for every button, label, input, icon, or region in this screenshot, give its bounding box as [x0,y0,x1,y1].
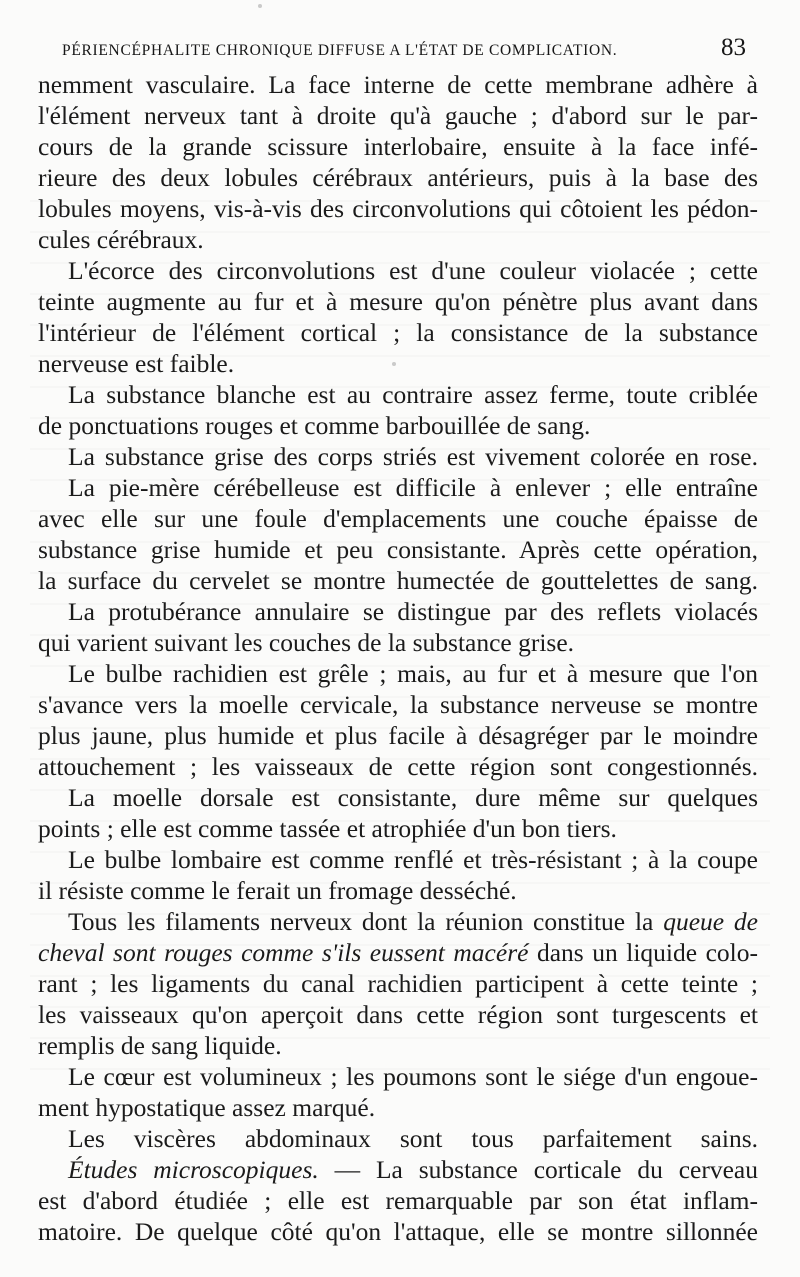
text-line: qui varient suivant les couches de la substance grise. [38,628,575,657]
text-line: points ; elle est comme tassée et atrophiée d'un bon tiers. [38,814,617,843]
text-line: il résiste comme le ferait un fromage desséché. [38,876,517,905]
text-line: l'élément nerveux tant à droite qu'à gauche ; d'abord sur le par- [38,101,758,130]
text-line: La substance blanche est au contraire assez ferme, toute criblée [68,380,758,409]
text-line: remplis de sang liquide. [38,1031,282,1060]
text-line: de ponctuations rouges et comme barbouillée de sang. [38,411,591,440]
text-line: les vaisseaux qu'on aperçoit dans cette région sont turgescents et [38,1000,758,1029]
text-line: rieure des deux lobules cérébraux antérieurs, puis à la base des [38,163,758,192]
page-number: 83 [721,34,746,61]
text-line: plus jaune, plus humide et plus facile à désagréger par le moindre [38,721,758,750]
italic-text: queue de [663,907,758,936]
text-line: L'écorce des circonvolutions est d'une couleur violacée ; cette [68,256,758,285]
text-line: teinte augmente au fur et à mesure qu'on pénètre plus avant dans [38,287,758,316]
text-line: La moelle dorsale est consistante, dure même sur quelques [68,783,758,812]
text-line: rant ; les ligaments du canal rachidien participent à cette teinte ; [38,969,758,998]
page-header [62,34,746,62]
text-line: Les viscères abdominaux sont tous parfaitement sains. [68,1124,758,1153]
text-line: La substance grise des corps striés est vivement colorée en rose. [68,442,758,471]
text-line: ment hypostatique assez marqué. [38,1093,376,1122]
running-head: PÉRIENCÉPHALITE CHRONIQUE DIFFUSE A L'ÉTAT DE COMPLICATION. [62,42,618,59]
body-text [38,69,758,1247]
text-line: substance grise humide et peu consistante. Après cette opération, [38,535,758,564]
text-line: Le bulbe rachidien est grêle ; mais, au fur et à mesure que l'on [68,659,758,688]
text-line: attouchement ; les vaisseaux de cette région sont congestionnés. [38,752,758,781]
text-line: la surface du cervelet se montre humectée de gouttelettes de sang. [38,566,758,595]
ink-speck [258,4,262,8]
text-line: matoire. De quelque côté qu'on l'attaque, elle se montre sillonnée [38,1217,758,1246]
text-line-with-italic: Tous les filaments nerveux dont la réunion constitue la queue de [68,907,758,936]
text-line: cules cérébraux. [38,225,204,254]
italic-text: Études microscopiques. [68,1155,319,1184]
text-line: est d'abord étudiée ; elle est remarquable par son état inflam- [38,1186,758,1215]
text-line-with-italic: cheval sont rouges comme s'ils eussent macéré dans un liquide colo- [38,938,758,967]
text-line: Le bulbe lombaire est comme renflé et très-résistant ; à la coupe [68,845,758,874]
italic-text: cheval sont rouges comme s'ils eussent macéré [38,938,529,967]
text-line: avec elle sur une foule d'emplacements une couche épaisse de [38,504,758,533]
text-line: La pie-mère cérébelleuse est difficile à enlever ; elle entraîne [68,473,758,502]
text-line: Le cœur est volumineux ; les poumons sont le siége d'un engoue- [68,1062,758,1091]
text-line: nemment vasculaire. La face interne de cette membrane adhère à [38,70,758,99]
text-line: La protubérance annulaire se distingue par des reflets violacés [68,597,758,626]
text-line: cours de la grande scissure interlobaire, ensuite à la face infé- [38,132,758,161]
text-line: nerveuse est faible. [38,349,235,378]
text-line-with-italic: Études microscopiques. — La substance corticale du cerveau [68,1155,758,1184]
text-line: s'avance vers la moelle cervicale, la substance nerveuse se montre [38,690,758,719]
text-line: l'intérieur de l'élément cortical ; la consistance de la substance [38,318,758,347]
text-line: lobules moyens, vis-à-vis des circonvolutions qui côtoient les pédon- [38,194,758,223]
